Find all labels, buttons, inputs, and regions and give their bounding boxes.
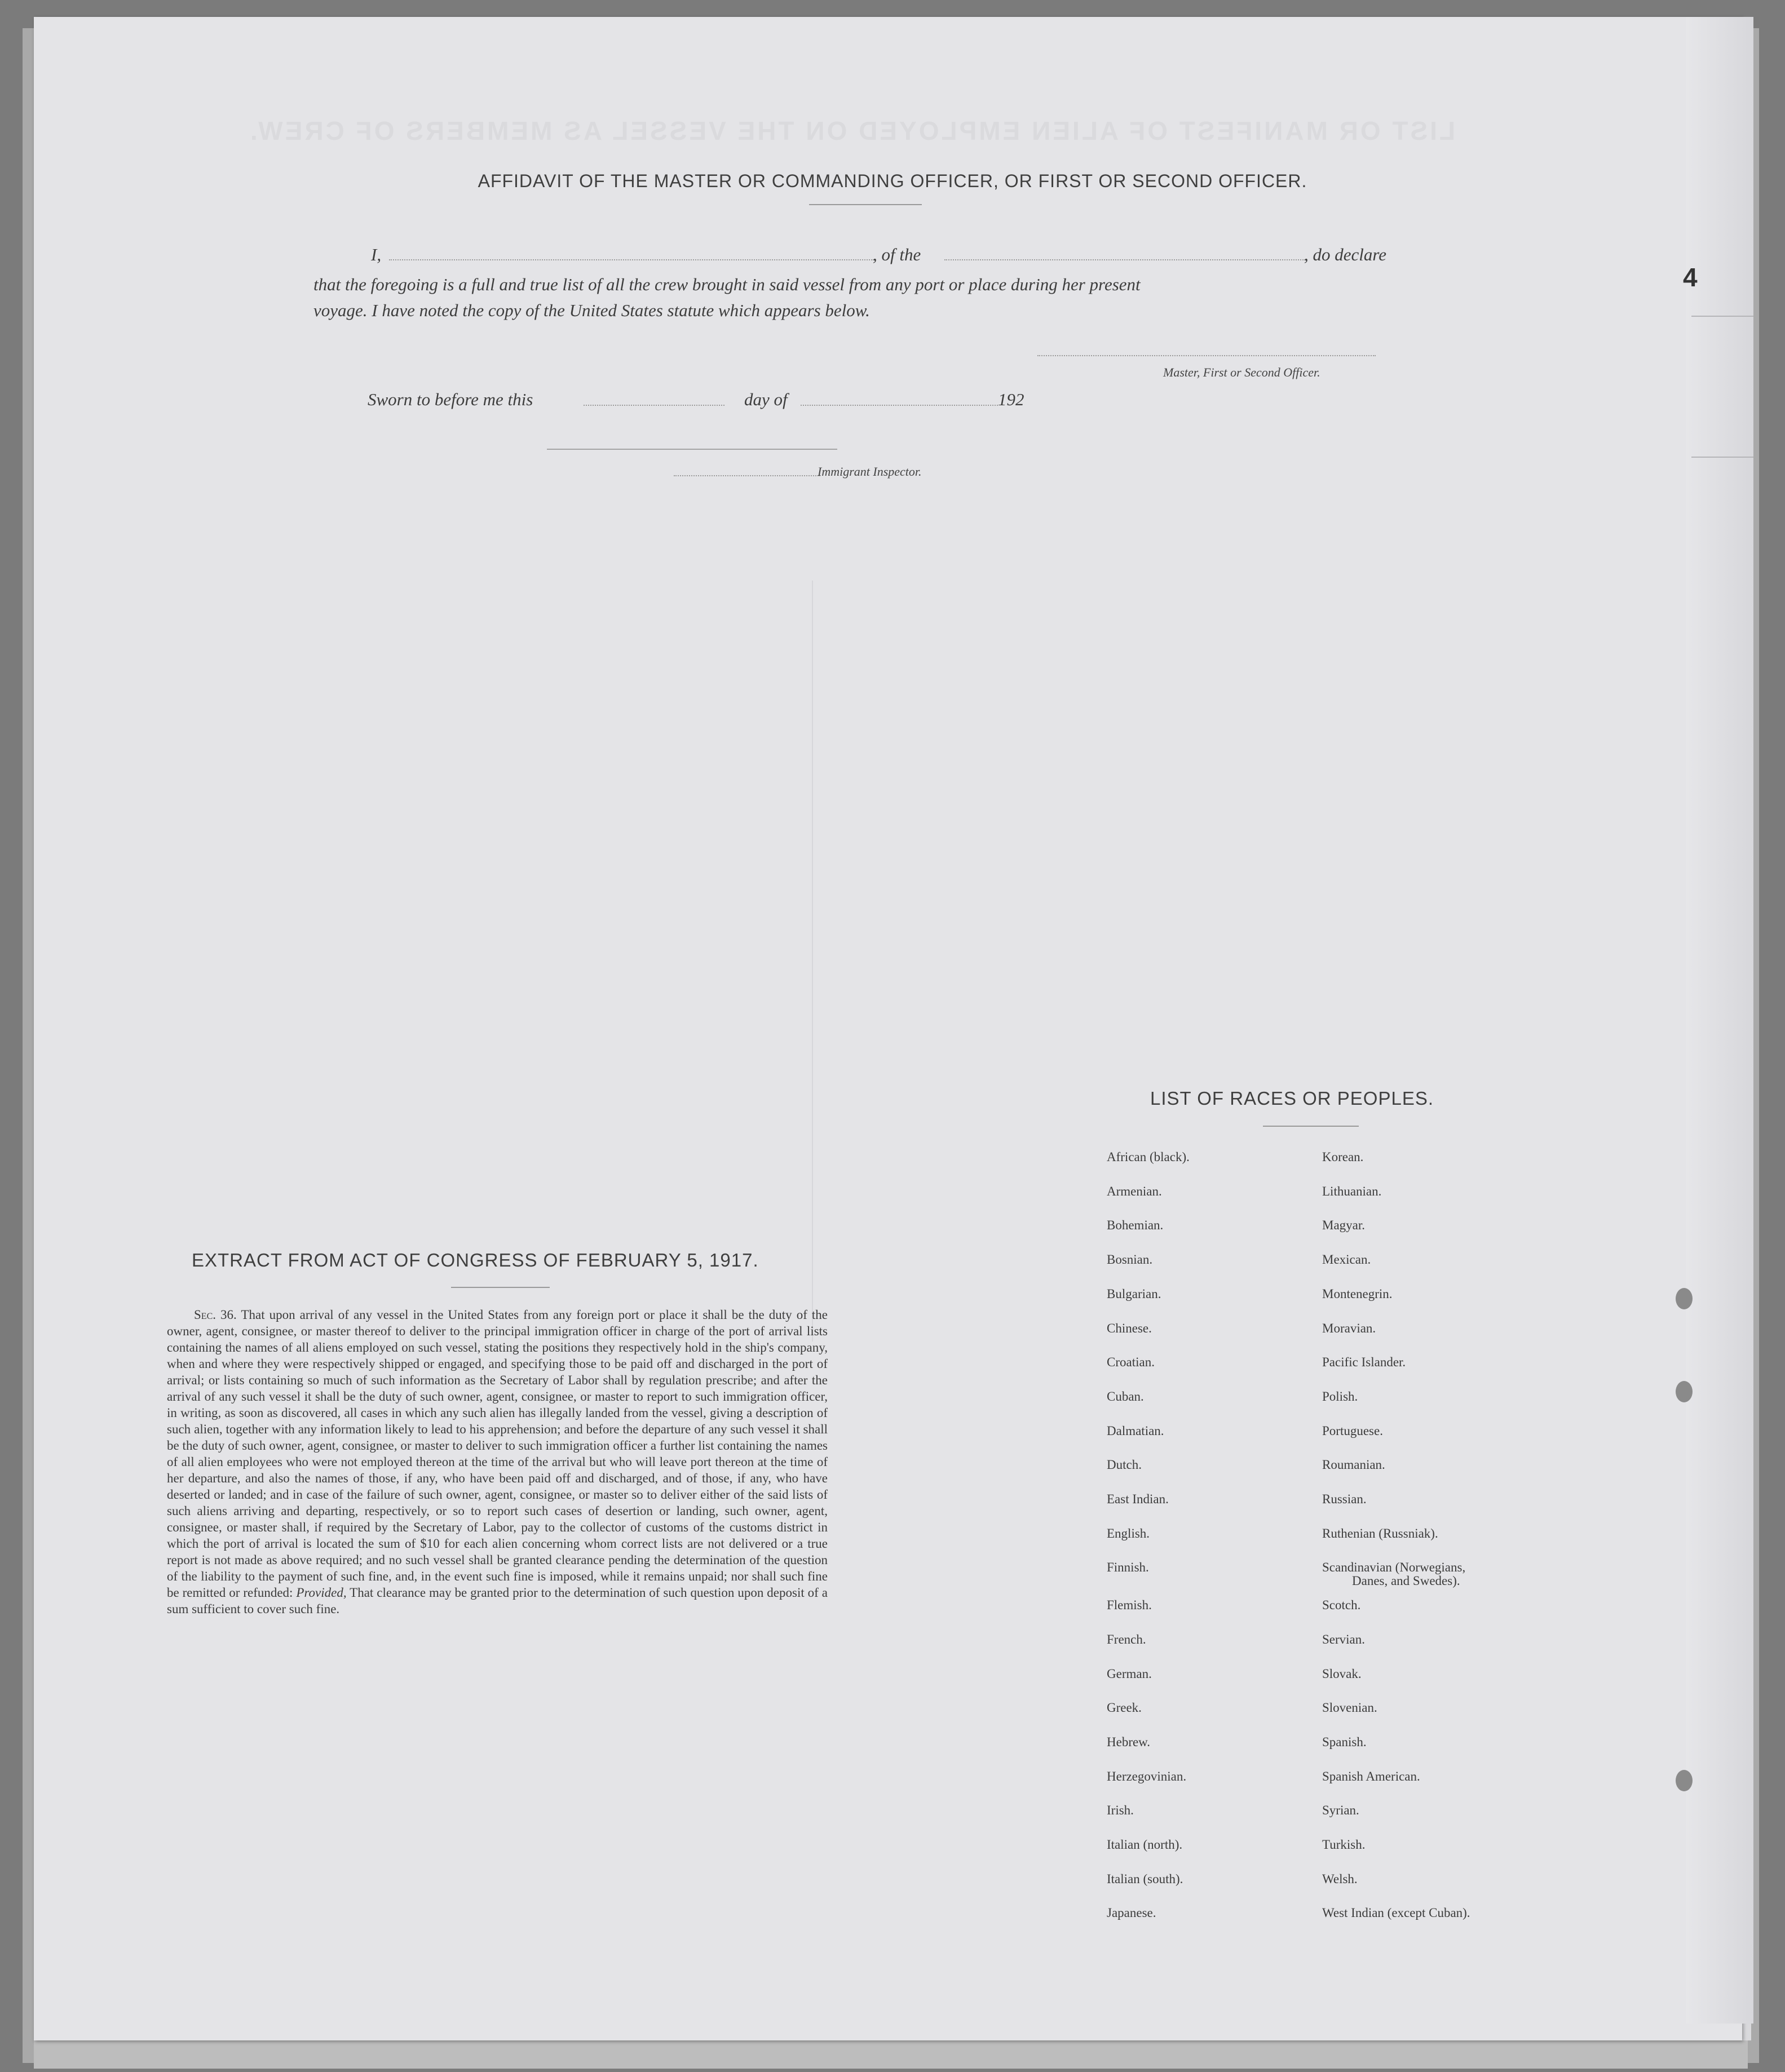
affidavit-declare: , do declare [1304, 245, 1387, 264]
section-label: Sec. 36. [194, 1308, 237, 1322]
race-item: Italian (south). [1107, 1872, 1183, 1886]
race-item: Polish. [1322, 1389, 1358, 1404]
extract-title-rule [451, 1287, 550, 1288]
race-item: Greek. [1107, 1701, 1142, 1715]
signature-caption: Master, First or Second Officer. [1163, 365, 1320, 379]
race-item: Mexican. [1322, 1252, 1371, 1267]
margin-rule [1691, 316, 1753, 317]
sworn-day-field[interactable] [584, 405, 724, 406]
race-item: German. [1107, 1667, 1152, 1681]
race-item: Magyar. [1322, 1218, 1366, 1232]
signature-line[interactable] [1037, 355, 1376, 356]
race-item: Italian (north). [1107, 1838, 1183, 1852]
document-page [34, 17, 1742, 2040]
race-item: Bohemian. [1107, 1218, 1164, 1232]
extract-body [167, 1307, 828, 1617]
inspector-upper-line [547, 449, 837, 450]
race-item: Slovenian. [1322, 1701, 1377, 1715]
race-item: East Indian. [1107, 1492, 1169, 1506]
race-item: Spanish. [1322, 1735, 1367, 1749]
race-item: Servian. [1322, 1632, 1366, 1646]
race-item: Bulgarian. [1107, 1287, 1161, 1301]
race-item: Irish. [1107, 1803, 1134, 1817]
race-item: Dalmatian. [1107, 1424, 1164, 1438]
affidavit-i: I, [371, 245, 382, 264]
extract-title: EXTRACT FROM ACT OF CONGRESS OF FEBRUARY 5, 1917. [192, 1250, 759, 1270]
affidavit-title [0, 171, 1785, 192]
inspector-caption: Immigrant Inspector. [818, 464, 922, 479]
race-item: Hebrew. [1107, 1735, 1151, 1749]
race-item: Syrian. [1322, 1803, 1359, 1817]
race-item: Flemish. [1107, 1598, 1152, 1612]
race-item: Herzegovinian. [1107, 1769, 1187, 1783]
race-item: Welsh. [1322, 1872, 1358, 1886]
race-item: Slovak. [1322, 1667, 1362, 1681]
margin-page-mark: 4 [1683, 263, 1698, 292]
race-scandinavian-continued: Danes, and Swedes). [1352, 1574, 1460, 1588]
provided-text: That clearance may be granted prior to the determination of such question upon deposit of a sum sufficient to cover such fine. [167, 1586, 828, 1616]
race-item: Russian. [1322, 1492, 1367, 1506]
race-item: Montenegrin. [1322, 1287, 1393, 1301]
master-name-field[interactable] [389, 259, 874, 260]
race-item: English. [1107, 1526, 1150, 1540]
races-title-rule [1263, 1126, 1359, 1127]
inspector-signature-field[interactable] [674, 475, 820, 476]
sworn-month-field[interactable] [801, 405, 998, 406]
bleed-through-text: LIST OR MANIFEST OF ALIEN EMPLOYED ON THE VESSEL AS MEMBERS OF CREW. [248, 116, 1456, 145]
page-crease [812, 581, 813, 1342]
race-item: Turkish. [1322, 1838, 1366, 1852]
sworn-day-label: day of [744, 389, 788, 409]
race-item: Pacific Islander. [1322, 1355, 1406, 1369]
vessel-name-field[interactable] [944, 259, 1305, 260]
race-item: Moravian. [1322, 1321, 1376, 1335]
race-item: Armenian. [1107, 1184, 1162, 1198]
race-item: French. [1107, 1632, 1146, 1646]
affidavit-title-rule [809, 204, 922, 205]
sworn-prefix: Sworn to before me this [368, 389, 533, 409]
page-margin-strip [1686, 17, 1753, 2024]
race-item: Bosnian. [1107, 1252, 1153, 1267]
race-item: Chinese. [1107, 1321, 1152, 1335]
race-item: West Indian (except Cuban). [1322, 1906, 1470, 1920]
race-item: Cuban. [1107, 1389, 1144, 1404]
race-item: Korean. [1322, 1150, 1364, 1164]
race-item: Portuguese. [1322, 1424, 1383, 1438]
races-title: LIST OF RACES OR PEOPLES. [1150, 1088, 1434, 1109]
race-item: Dutch. [1107, 1458, 1142, 1472]
race-item: Ruthenian (Russniak). [1322, 1526, 1438, 1540]
race-item: Japanese. [1107, 1906, 1156, 1920]
section-text: That upon arrival of any vessel in the United States from any foreign port or place it shall be the duty of the owner, agent, consignee, or master thereof to deliver to the principal immigration officer in charge of the port of arrival lists containing the names of all aliens employed on such vessel, stating the positions they respectively hold in the ship's company, when and where they were respectively shipped or engaged, and specifying those to be paid off and discharged in the port of arrival; or lists containing so much of such information as the Secretary of Labor shall by regulation prescribe; and after the arrival of any such vessel it shall be the duty of such owner, agent, consignee, or master to report to such immigration officer, in writing, as soon as discovered, all cases in which any such alien has illegally landed from the vessel, giving a description of such alien, together with any information likely to lead to his apprehension; and before the departure of any such vessel it shall be the duty of such owner, agent, consignee, or master to deliver to such immigration officer a further list containing the names of all alien employees who were not employed thereon at the time of the arrival but who will leave port thereon at the time of her departure, and also the names of those, if any, who have been paid off and discharged, and of those, if any, who have deserted or landed; and in case of the failure of such owner, agent, consignee, or master so to deliver either of the said lists of such aliens arriving and departing, respectively, or so to report such cases of desertion or landing, such owner, agent, consignee, or master shall, if required by the Secretary of Labor, pay to the collector of customs of the customs district in which the port of arrival is located the sum of $10 for each alien concerning whom correct lists are not delivered or a true report is not made as above required; and no such vessel shall be granted clearance pending the determination of the question of the liability to the payment of such fine, and, in the event such fine is imposed, while it remains unpaid; nor shall such fine be remitted or refunded: [167, 1308, 828, 1600]
sworn-year: 192 [998, 389, 1024, 409]
race-item: Scandinavian (Norwegians, [1322, 1560, 1466, 1574]
race-item: Scotch. [1322, 1598, 1361, 1612]
margin-rule-2 [1691, 457, 1753, 458]
affidavit-title-text: AFFIDAVIT OF THE MASTER OR COMMANDING OFFICER, OR FIRST OR SECOND OFFICER. [478, 171, 1307, 191]
punch-hole [1676, 1381, 1693, 1402]
race-item: Lithuanian. [1322, 1184, 1382, 1198]
race-item: Roumanian. [1322, 1458, 1385, 1472]
affidavit-of-the: , of the [873, 245, 921, 264]
provided-label: Provided, [296, 1586, 347, 1600]
affidavit-line-2: that the foregoing is a full and true list of all the crew brought in said vessel from any port or place during her present [313, 275, 1141, 294]
punch-hole [1676, 1770, 1693, 1791]
affidavit-line-3: voyage. I have noted the copy of the United States statute which appears below. [313, 300, 870, 320]
race-item: Croatian. [1107, 1355, 1155, 1369]
punch-hole [1676, 1288, 1693, 1309]
race-item: Finnish. [1107, 1560, 1149, 1574]
race-item: African (black). [1107, 1150, 1190, 1164]
race-item: Spanish American. [1322, 1769, 1420, 1783]
